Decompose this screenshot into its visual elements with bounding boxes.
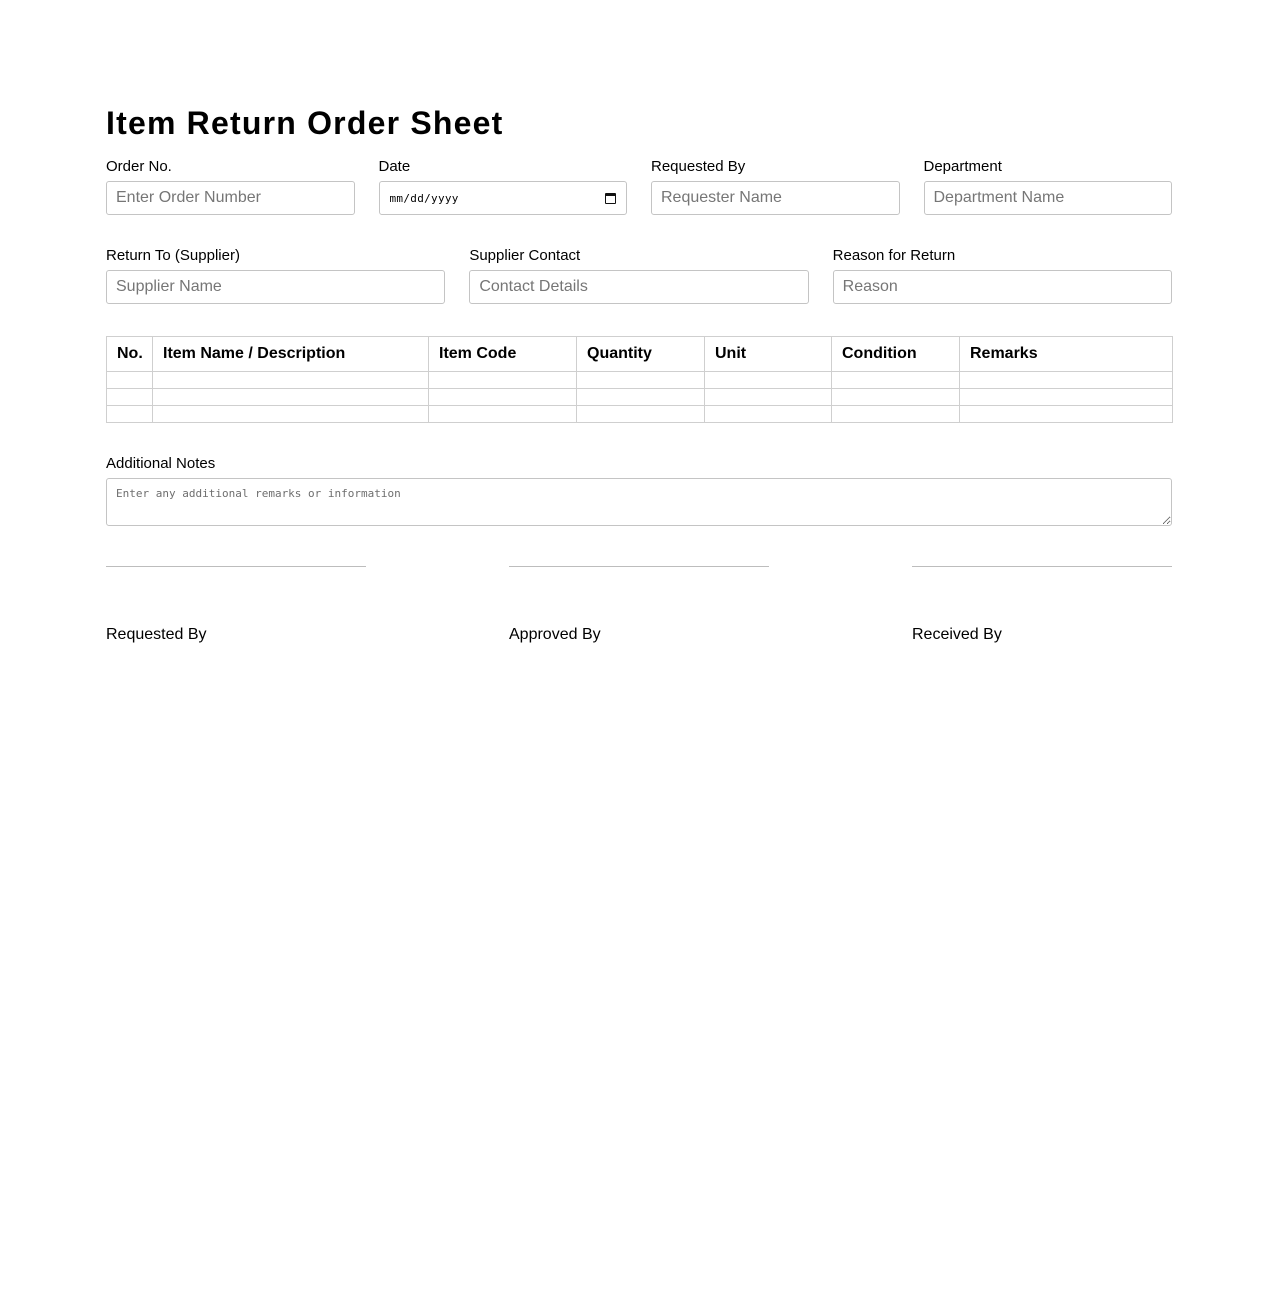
column-header-quantity: Quantity: [577, 337, 705, 372]
table-cell[interactable]: [705, 389, 832, 406]
supplier-label: Return To (Supplier): [106, 247, 240, 264]
page-title: Item Return Order Sheet: [106, 105, 504, 141]
order-number-label: Order No.: [106, 158, 172, 175]
calendar-icon[interactable]: [605, 193, 616, 204]
table-cell[interactable]: [832, 406, 960, 423]
additional-notes-textarea[interactable]: [106, 478, 1172, 526]
table-cell[interactable]: [705, 372, 832, 389]
signature-label-approved-by: Approved By: [509, 626, 601, 643]
table-cell[interactable]: [107, 406, 153, 423]
department-field-group: [924, 157, 1173, 215]
supplier-details-row: [106, 246, 1172, 304]
table-cell[interactable]: [960, 406, 1173, 423]
table-cell[interactable]: [960, 389, 1173, 406]
order-number-field-group: [106, 157, 355, 215]
date-label: Date: [378, 158, 411, 175]
column-header-no: No.: [107, 337, 153, 372]
order-details-row: [106, 157, 1172, 215]
column-header-item-name: Item Name / Description: [153, 337, 429, 372]
supplier-contact-field-group: [469, 246, 808, 304]
table-cell[interactable]: [832, 389, 960, 406]
table-cell[interactable]: [429, 389, 577, 406]
reason-label: Reason for Return: [832, 247, 956, 264]
requested-by-label: Requested By: [651, 158, 746, 175]
additional-notes-group: [106, 454, 1172, 526]
additional-notes-label: Additional Notes: [106, 455, 216, 472]
supplier-contact-input[interactable]: [469, 270, 808, 304]
supplier-field-group: [106, 246, 445, 304]
column-header-condition: Condition: [832, 337, 960, 372]
table-cell[interactable]: [153, 389, 429, 406]
table-cell[interactable]: [429, 372, 577, 389]
table-cell[interactable]: [107, 389, 153, 406]
signature-label-received-by: Received By: [912, 626, 1002, 643]
signature-requested-by: [106, 566, 366, 645]
table-cell[interactable]: [429, 406, 577, 423]
column-header-remarks: Remarks: [960, 337, 1173, 372]
table-cell[interactable]: [960, 372, 1173, 389]
table-cell[interactable]: [153, 372, 429, 389]
signature-line: [912, 566, 1172, 567]
requested-by-field-group: [651, 157, 900, 215]
signature-line: [106, 566, 366, 567]
department-label: Department: [923, 158, 1002, 175]
table-row: [107, 372, 1173, 389]
signature-line: [509, 566, 769, 567]
requested-by-input[interactable]: [651, 181, 900, 215]
table-cell[interactable]: [153, 406, 429, 423]
table-row: [107, 406, 1173, 423]
table-row: [107, 389, 1173, 406]
reason-field-group: [833, 246, 1172, 304]
signature-label-requested-by: Requested By: [106, 626, 207, 643]
table-header-row: [107, 337, 1173, 372]
table-cell[interactable]: [577, 406, 705, 423]
table-cell[interactable]: [577, 389, 705, 406]
supplier-contact-label: Supplier Contact: [469, 247, 581, 264]
table-cell[interactable]: [577, 372, 705, 389]
date-input[interactable]: [379, 181, 628, 215]
column-header-unit: Unit: [705, 337, 832, 372]
signature-approved-by: [509, 566, 769, 645]
department-input[interactable]: [924, 181, 1173, 215]
table-cell[interactable]: [705, 406, 832, 423]
reason-input[interactable]: [833, 270, 1172, 304]
items-table: [106, 336, 1173, 423]
table-cell[interactable]: [832, 372, 960, 389]
supplier-input[interactable]: [106, 270, 445, 304]
date-field-group: [379, 157, 628, 215]
table-cell[interactable]: [107, 372, 153, 389]
signature-received-by: [912, 566, 1172, 645]
column-header-item-code: Item Code: [429, 337, 577, 372]
date-input-value: mm/dd/yyyy: [389, 191, 459, 205]
order-number-input[interactable]: [106, 181, 355, 215]
